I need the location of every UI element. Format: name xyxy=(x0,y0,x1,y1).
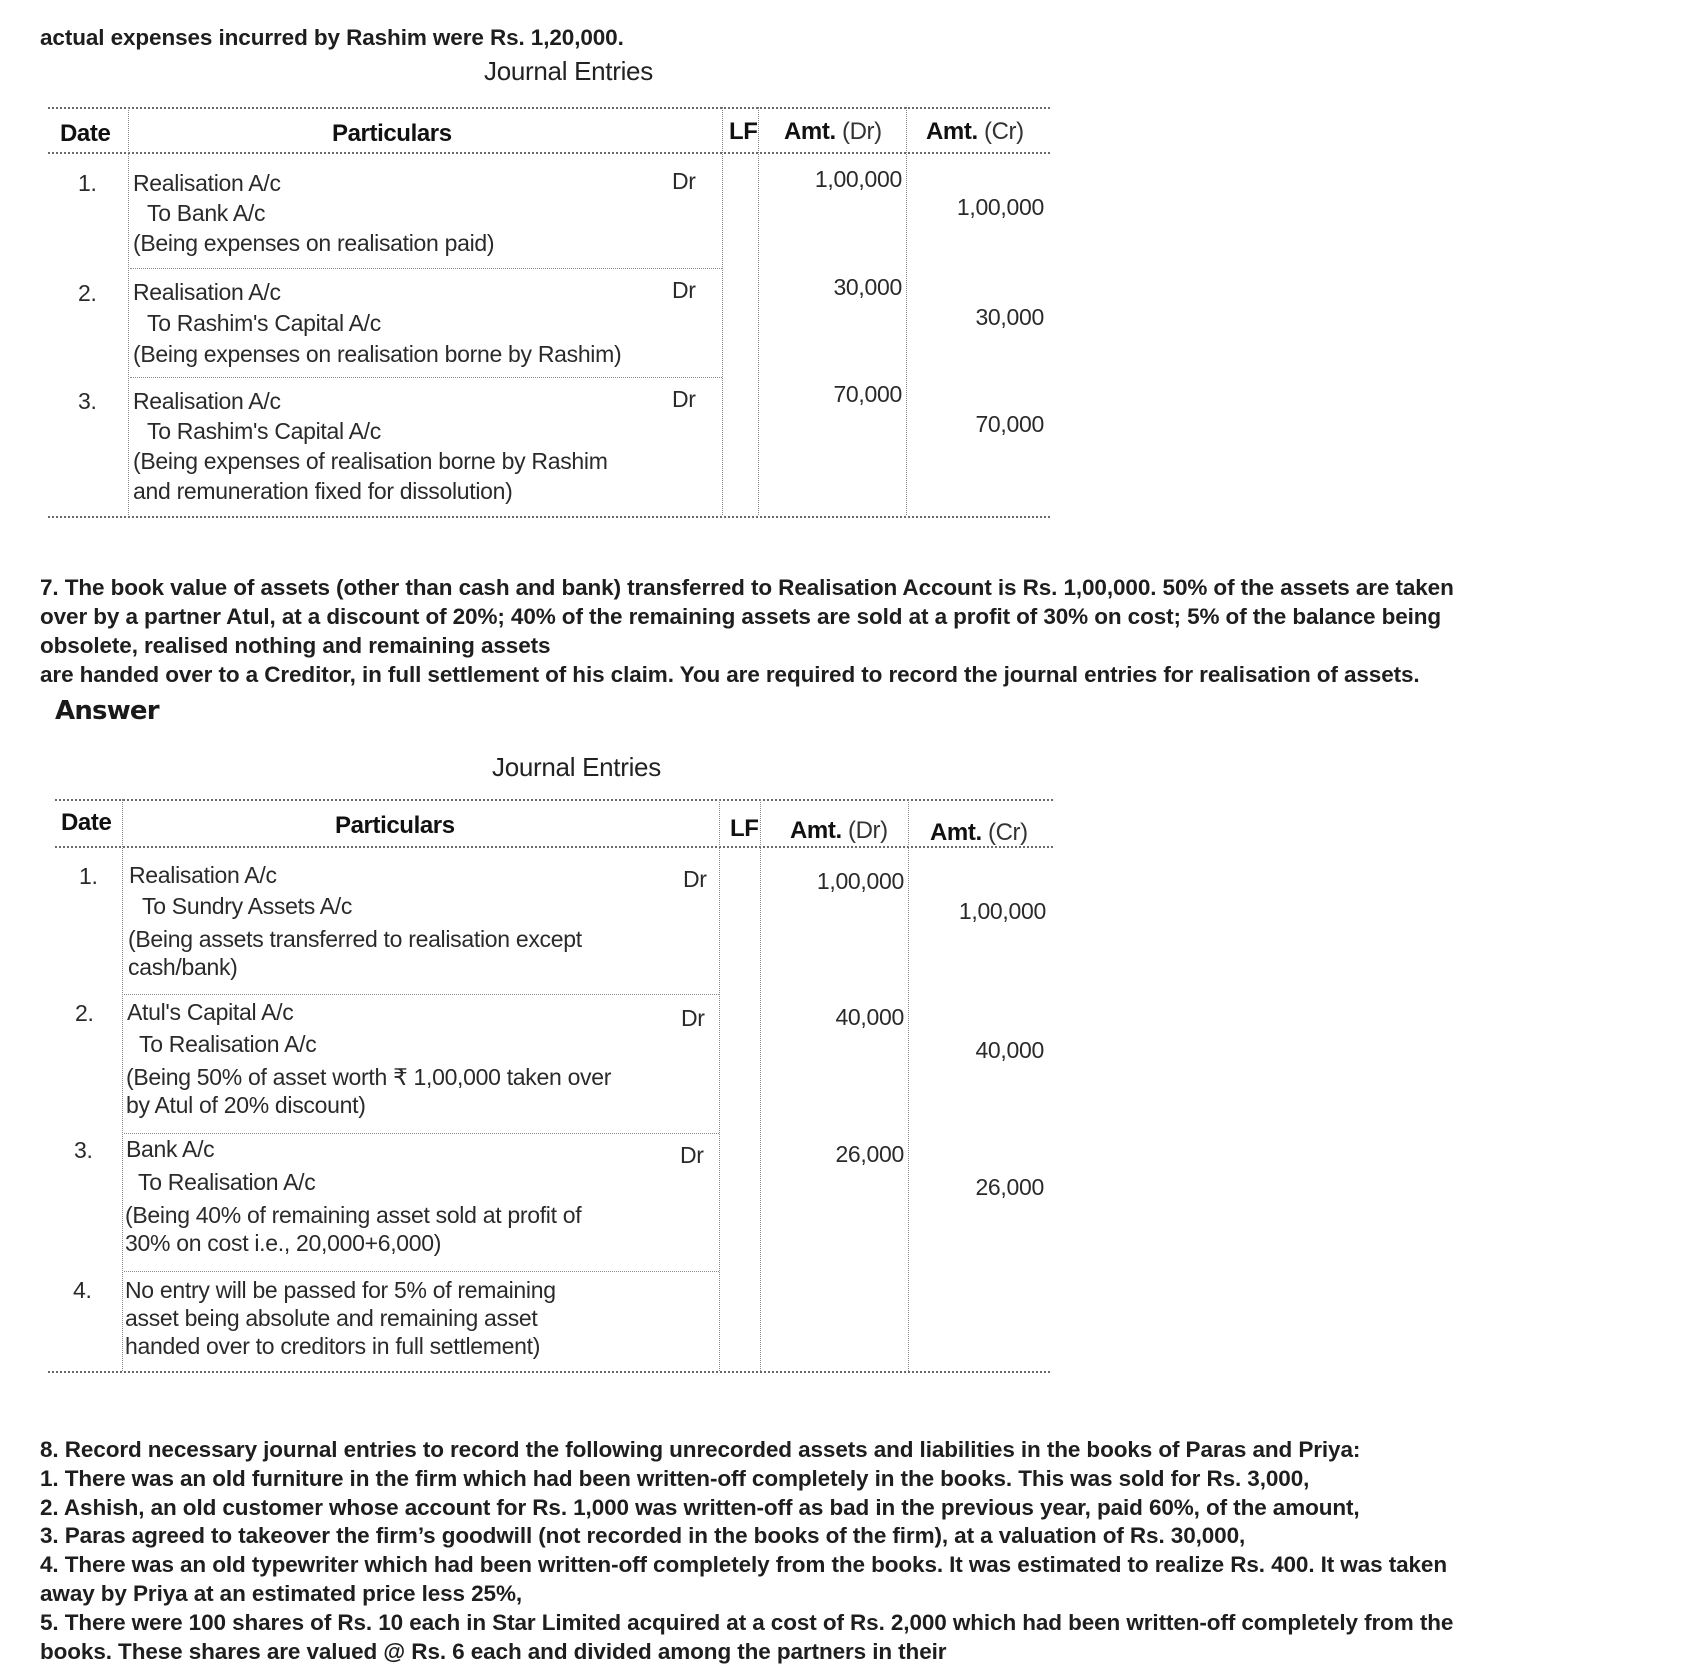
table1-row-divider xyxy=(130,377,722,378)
table2-row-divider xyxy=(124,994,719,995)
credit-account: To Sundry Assets A/c xyxy=(142,893,353,919)
amount-credit: 1,00,000 xyxy=(958,898,1046,924)
debit-account: Realisation A/c xyxy=(133,170,281,196)
debit-account: Realisation A/c xyxy=(133,388,281,414)
table2-top-rule xyxy=(55,799,1053,801)
question-8-line: away by Priya at an estimated price less 25%, xyxy=(40,1581,523,1606)
table2-header-amt-cr: Amt. (Cr) xyxy=(930,819,1028,846)
row-date: 3. xyxy=(78,388,97,414)
table1-title: Journal Entries xyxy=(484,56,653,86)
answer-heading: Answer xyxy=(55,696,159,726)
question-8-line: 2. Ashish, an old customer whose account for Rs. 1,000 was written-off as bad in the previous year, paid 60%, of the amount, xyxy=(40,1495,1360,1520)
narration: handed over to creditors in full settlement) xyxy=(125,1333,541,1359)
narration: by Atul of 20% discount) xyxy=(126,1092,366,1118)
debit-account: Realisation A/c xyxy=(133,279,281,305)
narration: (Being 50% of asset worth ₹ 1,00,000 taken over xyxy=(126,1064,612,1090)
row-date: 4. xyxy=(73,1277,92,1303)
table1-row-divider xyxy=(130,268,722,269)
dr-marker: Dr xyxy=(681,1005,705,1031)
narration: asset being absolute and remaining asset xyxy=(125,1305,538,1331)
table1-col-divider xyxy=(758,107,759,515)
amount-credit: 1,00,000 xyxy=(956,194,1044,220)
dr-marker: Dr xyxy=(672,386,696,412)
credit-account: To Bank A/c xyxy=(147,200,266,226)
table2-row-divider xyxy=(124,1271,719,1272)
question-8-line: 5. There were 100 shares of Rs. 10 each in Star Limited acquired at a cost of Rs. 2,000 which had been written-off completely from the xyxy=(40,1610,1454,1635)
row-date: 1. xyxy=(78,170,97,196)
table2-header-particulars: Particulars xyxy=(335,812,455,839)
question-7-line: are handed over to a Creditor, in full settlement of his claim. You are required to record the journal entries for realisation of assets. xyxy=(40,662,1420,687)
table2-header-date: Date xyxy=(61,809,112,836)
dr-marker: Dr xyxy=(683,866,707,892)
row-date: 3. xyxy=(74,1137,93,1163)
narration: (Being expenses on realisation borne by Rashim) xyxy=(133,341,622,367)
question-7-line: obsolete, realised nothing and remaining assets xyxy=(40,633,551,658)
table1-header-amt-cr: Amt. (Cr) xyxy=(926,118,1024,145)
table1-header-lf: LF xyxy=(729,118,758,145)
amount-debit: 1,00,000 xyxy=(816,868,904,894)
row-date: 2. xyxy=(75,1000,94,1026)
table1-col-divider xyxy=(722,107,723,515)
table2-title: Journal Entries xyxy=(492,752,661,782)
row-date: 2. xyxy=(78,280,97,306)
table2-header-amt-dr: Amt. (Dr) xyxy=(790,817,888,844)
question-8-line: 4. There was an old typewriter which had been written-off completely from the books. It was estimated to realize Rs. 400. It was taken xyxy=(40,1552,1447,1577)
table2-row-divider xyxy=(124,1133,719,1134)
dr-marker: Dr xyxy=(672,168,696,194)
amount-credit: 26,000 xyxy=(975,1174,1044,1200)
table1-top-rule xyxy=(48,107,1050,109)
narration: (Being 40% of remaining asset sold at profit of xyxy=(125,1202,582,1228)
dr-marker: Dr xyxy=(680,1142,704,1168)
amount-debit: 1,00,000 xyxy=(814,166,902,192)
amount-credit: 30,000 xyxy=(975,304,1044,330)
table2-col-divider xyxy=(908,799,909,1371)
question-8-line: 8. Record necessary journal entries to record the following unrecorded assets and liabilities in the books of Paras and Priya: xyxy=(40,1437,1361,1462)
table2-header-lf: LF xyxy=(730,815,759,842)
table1-col-divider xyxy=(906,107,907,515)
narration: (Being expenses on realisation paid) xyxy=(133,230,495,256)
narration: 30% on cost i.e., 20,000+6,000) xyxy=(125,1230,442,1256)
narration: (Being expenses of realisation borne by Rashim xyxy=(133,448,608,474)
amount-debit: 30,000 xyxy=(833,274,902,300)
debit-account: Atul's Capital A/c xyxy=(127,999,294,1025)
table2-header-rule xyxy=(55,846,1053,848)
debit-account: Realisation A/c xyxy=(129,862,277,888)
amount-debit: 70,000 xyxy=(833,381,902,407)
table2-col-divider xyxy=(719,799,720,1371)
narration: No entry will be passed for 5% of remaining xyxy=(125,1277,556,1303)
amount-debit: 40,000 xyxy=(835,1004,904,1030)
debit-account: Bank A/c xyxy=(126,1136,215,1162)
credit-account: To Realisation A/c xyxy=(138,1169,316,1195)
table1-header-date: Date xyxy=(60,120,111,147)
intro-line: actual expenses incurred by Rashim were Rs. 1,20,000. xyxy=(40,25,624,50)
table2-col-divider xyxy=(760,799,761,1371)
narration: cash/bank) xyxy=(128,954,238,980)
question-8-line: books. These shares are valued @ Rs. 6 each and divided among the partners in their xyxy=(40,1639,947,1664)
table1-header-particulars: Particulars xyxy=(332,120,452,147)
amount-credit: 40,000 xyxy=(975,1037,1044,1063)
amount-credit: 70,000 xyxy=(975,411,1044,437)
dr-marker: Dr xyxy=(672,277,696,303)
credit-account: To Rashim's Capital A/c xyxy=(147,310,381,336)
credit-account: To Realisation A/c xyxy=(139,1031,317,1057)
table2-col-divider xyxy=(122,799,123,1371)
amount-debit: 26,000 xyxy=(835,1141,904,1167)
row-date: 1. xyxy=(79,863,98,889)
question-7-line: over by a partner Atul, at a discount of 20%; 40% of the remaining assets are sold at a profit of 30% on cost; 5% of the balance being xyxy=(40,604,1442,629)
table1-bottom-rule xyxy=(48,516,1050,518)
table2-bottom-rule xyxy=(48,1371,1050,1373)
narration: and remuneration fixed for dissolution) xyxy=(133,478,513,504)
question-8-line: 3. Paras agreed to takeover the firm’s goodwill (not recorded in the books of the firm), at a valuation of Rs. 30,000, xyxy=(40,1523,1246,1548)
narration: (Being assets transferred to realisation except xyxy=(128,926,582,952)
table1-col-divider xyxy=(128,107,129,515)
table1-header-amt-dr: Amt. (Dr) xyxy=(784,118,882,145)
question-7-line: 7. The book value of assets (other than cash and bank) transferred to Realisation Account is Rs. 1,00,000. 50% of the assets are taken xyxy=(40,575,1454,600)
question-8-line: 1. There was an old furniture in the firm which had been written-off completely in the books. This was sold for Rs. 3,000, xyxy=(40,1466,1310,1491)
credit-account: To Rashim's Capital A/c xyxy=(147,418,381,444)
table1-header-rule xyxy=(48,152,1050,154)
